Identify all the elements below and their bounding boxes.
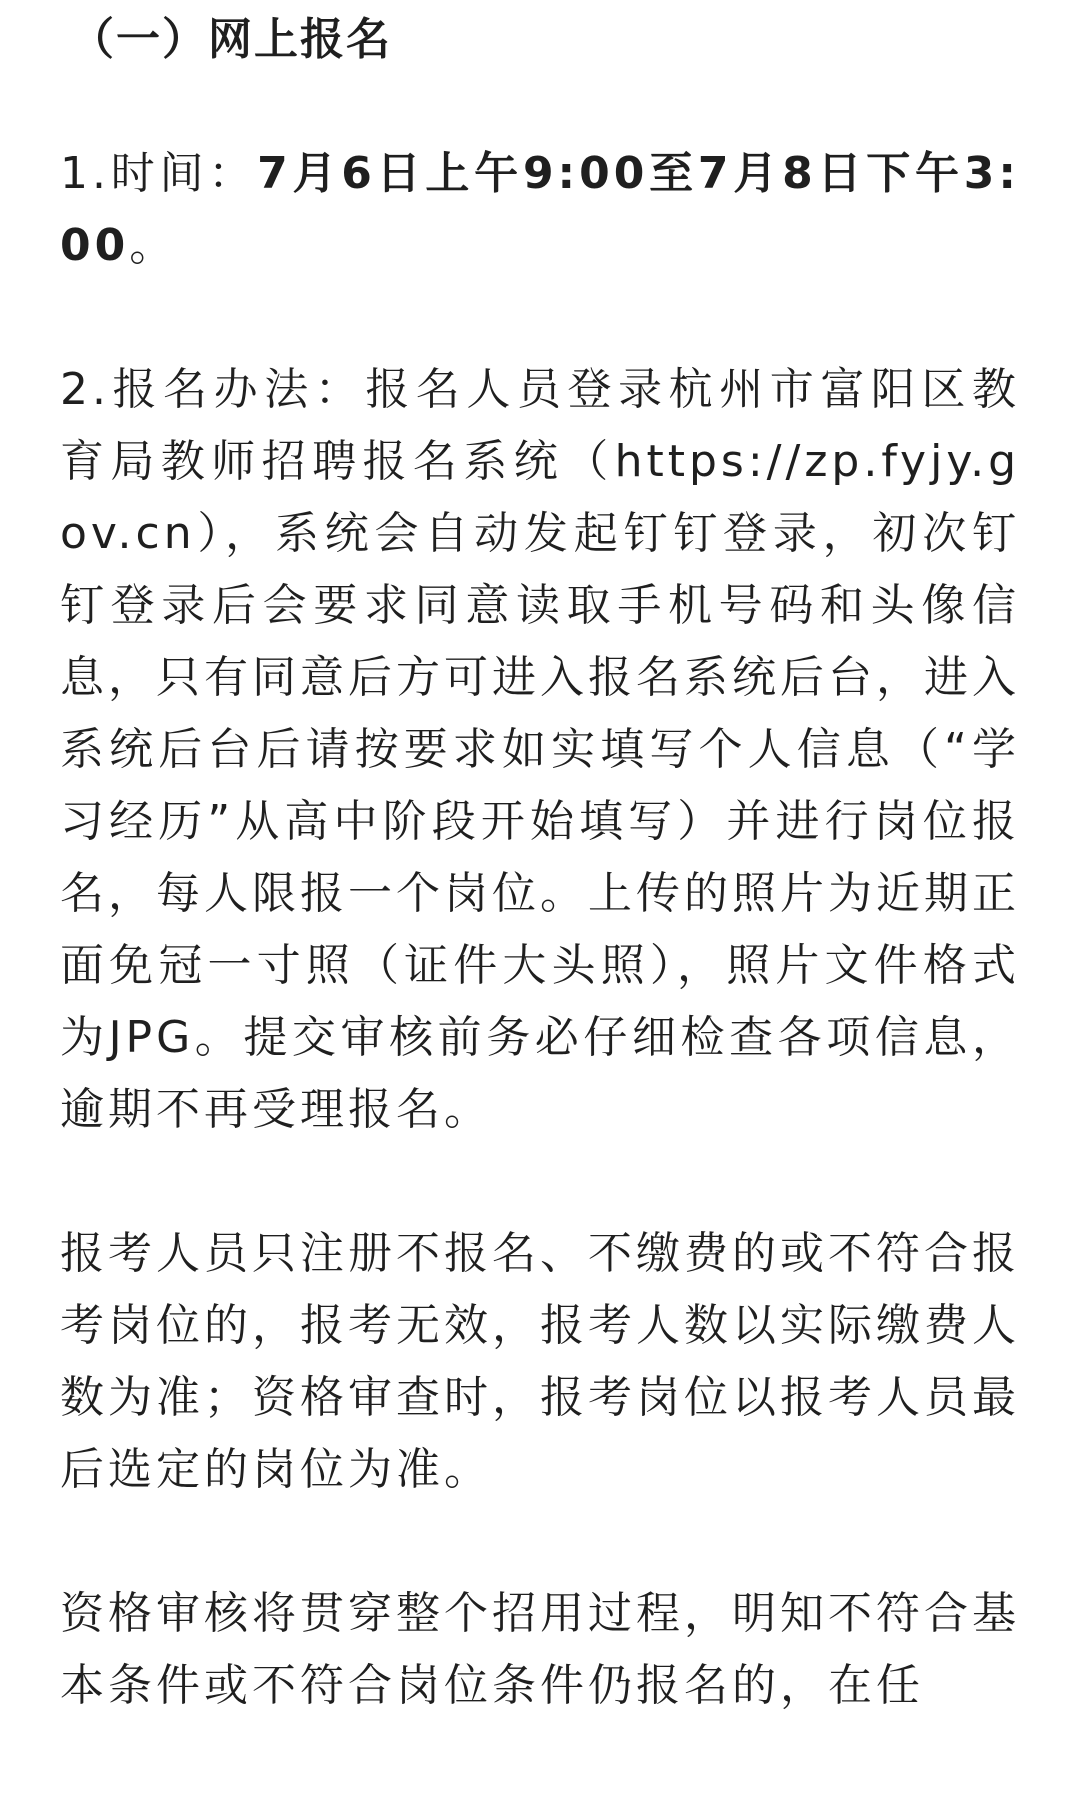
- invalid-registration-paragraph: 报考人员只注册不报名、不缴费的或不符合报考岗位的，报考无效，报考人数以实际缴费人数为准；资格审查时，报考岗位以报考人员最后选定的岗位为准。: [60, 1228, 1020, 1495]
- article-body: [60, 0, 1020, 1722]
- time-paragraph: [60, 138, 1020, 282]
- section-heading: （一）网上报名: [70, 14, 392, 65]
- time-label: 1.时间：: [60, 148, 258, 199]
- time-end: 。: [129, 220, 178, 271]
- time-value: 7月6日上午9:00至7月8日下午3:00: [60, 148, 1020, 271]
- qualification-review-paragraph: 资格审核将贯穿整个招用过程，明知不符合基本条件或不符合岗位条件仍报名的，在任: [60, 1588, 1020, 1711]
- registration-method-paragraph: 2.报名办法：报名人员登录杭州市富阳区教育局教师招聘报名系统（https://zp.fyjy.gov.cn），系统会自动发起钉钉登录，初次钉钉登录后会要求同意读取手机号码和头像信息，只有同意后方可进入报名系统后台，进入系统后台后请按要求如实填写个人信息（“学习经历”从高中阶段开始填写）并进行岗位报名，每人限报一个岗位。上传的照片为近期正面免冠一寸照（证件大头照），照片文件格式为JPG。提交审核前务必仔细检查各项信息，逾期不再受理报名。: [60, 364, 1020, 1135]
